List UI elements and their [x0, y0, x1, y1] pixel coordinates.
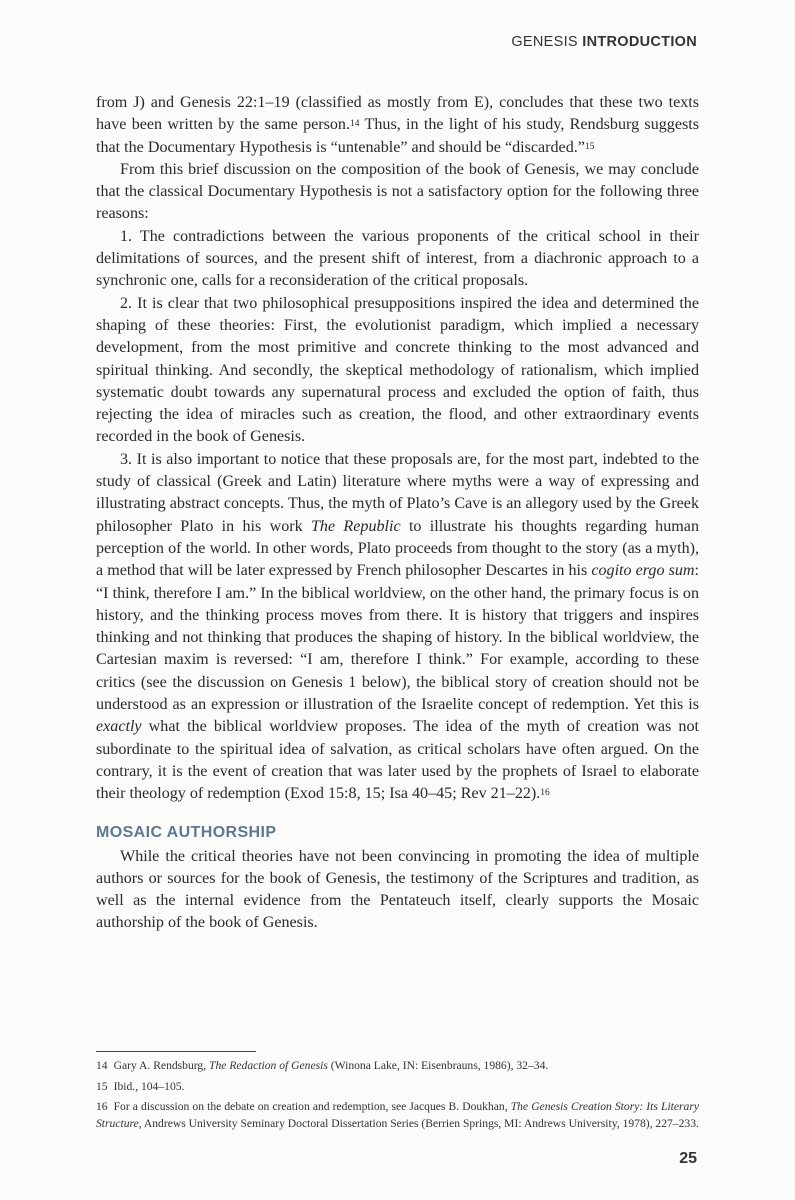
text-run: From this brief discussion on the composition of the book of Genesis, we may conclude that the classical Documentary Hypothesis is not a satisfactory option for the following three reasons: [96, 160, 699, 223]
paragraph [96, 226, 699, 293]
text-run: to illustrate his thoughts regarding human perception of the world. In other words, Plato proceeds from thought to the story (as a myth), a method that will be later expressed by French philosopher Descartes in his [96, 517, 699, 580]
italic-text: The Genesis Creation Story: Its Literary Structure [96, 1100, 699, 1130]
text-run: : “I think, therefore I am.” In the biblical worldview, on the other hand, the primary focus is on history, and the thinking process moves from there. It is history that triggers and inspires thinking and not thinking that produces the shaping of history. In the biblical worldview, the Cartesian maxim is reversed: “I am, therefore I think.” For example, according to these critics (see the discussion on Genesis 1 below), the biblical story of creation should not be understood as an expression or illustration of the Israelite concept of redemption. Yet this is [96, 562, 700, 714]
text-run: Gary A. Rendsburg, [113, 1059, 210, 1072]
italic-text: cogito ergo sum [591, 562, 695, 580]
footnote [96, 1079, 699, 1096]
section-paragraph: While the critical theories have not been convincing in promoting the idea of multiple authors or sources for the book of Genesis, the testimony of the Scriptures and tradition, as well as the internal evidence from the Pentateuch itself, clearly supports the Mosaic authorship of the book of Genesis. [96, 847, 699, 932]
body-paragraphs [96, 92, 699, 806]
section-heading: MOSAIC AUTHORSHIP [96, 823, 277, 841]
footnote-number: 14 [96, 1059, 108, 1072]
italic-text: The Republic [310, 517, 401, 535]
footnote-ref: 15 [584, 141, 595, 152]
running-head [511, 34, 697, 50]
footnote [96, 1058, 699, 1075]
italic-text: The Redaction of Genesis [209, 1059, 328, 1072]
footnote-ref: 16 [540, 788, 550, 799]
text-run: 2. It is clear that two philosophical presuppositions inspired the idea and determined the shaping of these theories: First, the evolutionist paradigm, which implied a necessary development, from the most primitive and concrete thinking to the most advanced and spiritual thinking. And secondly, the skeptical methodology of rationalism, which implied systematic doubt towards any supernatural process and excluded the option of faith, thus rejecting the idea of miracles such as creation, the flood, and other extraordinary events recorded in the book of Genesis. [96, 294, 699, 446]
paragraph [96, 293, 699, 449]
running-head-book: GENESIS [511, 34, 578, 50]
text-run: what the biblical worldview proposes. The idea of the myth of creation was not subordinate to the spiritual idea of salvation, as critical scholars have often argued. On the contrary, it is the event of creation that was later used by the prophets of Israel to elaborate their theology of redemption (Exod 15:8, 15; Isa 40–45; Rev 21–22). [96, 718, 699, 803]
text-run: from J) and Genesis 22:1–19 (classified as mostly from E), concludes that these two texts have been written by the same person. [96, 94, 699, 134]
text-run: (Winona Lake, IN: Eisenbrauns, 1986), 32–34. [327, 1059, 549, 1072]
body-text [96, 92, 699, 935]
running-head-section: INTRODUCTION [582, 34, 697, 50]
footnote [96, 1099, 699, 1132]
paragraph [96, 449, 699, 806]
text-run: For a discussion on the debate on creation and redemption, see Jacques B. Doukhan, [113, 1100, 511, 1113]
text-run: 1. The contradictions between the various proponents of the critical school in their delimitations of sources, and the present shift of interest, from a diachronic approach to a synchronic one, calls for a reconsideration of the critical proposals. [96, 227, 699, 290]
footnote-ref: 14 [350, 119, 360, 130]
footnote-rule [96, 1051, 256, 1052]
page-number: 25 [679, 1150, 697, 1167]
footnote-number: 15 [96, 1079, 108, 1093]
text-run: Thus, in the light of his study, Rendsburg suggests that the Documentary Hypothesis is “untenable” and should be “discarded.” [96, 116, 699, 156]
text-run: 3. It is also important to notice that these proposals are, for the most part, indebted to the study of classical (Greek and Latin) literature where myths were a way of expressing and illustrating abstract concepts. Thus, the myth of Plato’s Cave is an allegory used by the Greek philosopher Plato in his work [96, 450, 699, 535]
footnotes [96, 1058, 699, 1136]
paragraph [96, 159, 699, 226]
italic-text: exactly [96, 718, 142, 736]
text-run: , Andrews University Seminary Doctoral Dissertation Series (Berrien Springs, MI: Andrews University, 1978), 227–233. [138, 1116, 699, 1130]
text-run: Ibid., 104–105. [113, 1079, 185, 1093]
footnote-number: 16 [96, 1100, 108, 1113]
paragraph [96, 92, 699, 159]
